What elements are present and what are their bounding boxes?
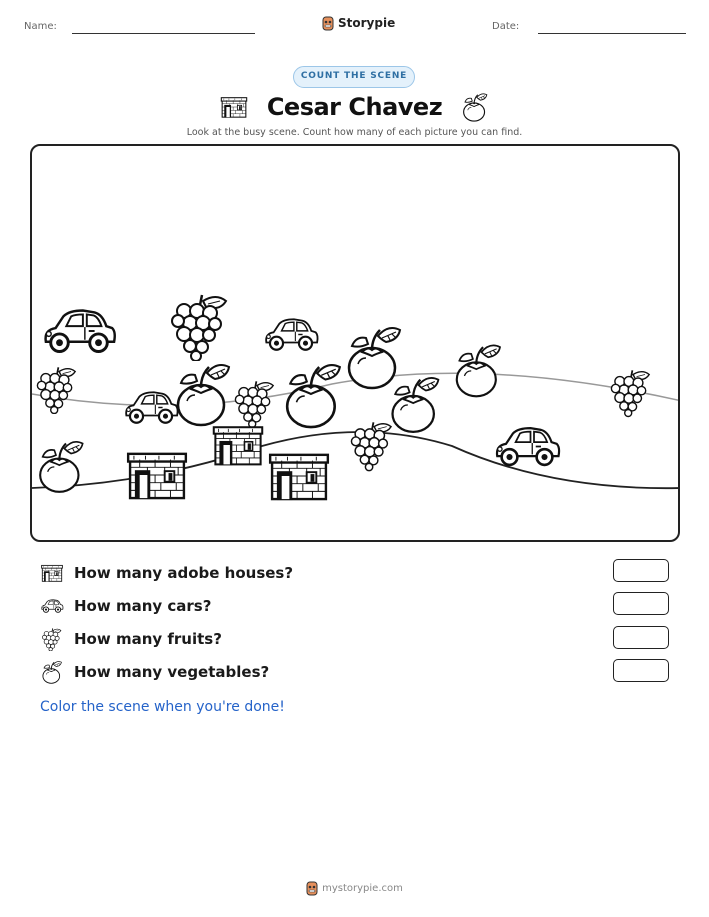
grapes-icon xyxy=(611,370,649,416)
name-line[interactable] xyxy=(72,33,255,34)
grapes-icon xyxy=(37,367,75,413)
car-icon xyxy=(497,428,559,465)
storypie-mascot-icon xyxy=(322,15,334,31)
question-row xyxy=(40,561,293,585)
question-text: How many vegetables? xyxy=(74,663,270,681)
footer xyxy=(0,880,709,896)
adobe-house-icon xyxy=(214,427,262,464)
tomato-icon xyxy=(40,442,83,492)
tomato-icon xyxy=(349,328,400,388)
adobe-house-icon xyxy=(128,454,186,498)
tomato-icon xyxy=(393,378,439,432)
question-text: How many cars? xyxy=(74,597,212,615)
grapes-icon xyxy=(351,422,391,470)
grapes-icon xyxy=(40,627,64,651)
tomato-icon xyxy=(461,92,489,122)
page-title-row xyxy=(0,92,709,122)
footer-url: mystorypie.com xyxy=(322,882,403,894)
scene-frame xyxy=(30,144,680,542)
grapes-icon xyxy=(172,295,226,361)
coloring-note: Color the scene when you're done! xyxy=(40,699,285,715)
car-icon xyxy=(126,392,177,422)
question-text: How many adobe houses? xyxy=(74,564,294,582)
question-row xyxy=(40,627,222,651)
answer-box-houses[interactable] xyxy=(613,559,669,582)
adobe-house-icon xyxy=(40,564,64,582)
tomato-icon xyxy=(178,365,229,425)
grapes-icon xyxy=(235,381,273,427)
answer-box-fruits[interactable] xyxy=(613,626,669,649)
answer-box-cars[interactable] xyxy=(613,592,669,615)
page-title: Cesar Chavez xyxy=(266,93,443,121)
brand-name: Storypie xyxy=(338,16,396,30)
date-line[interactable] xyxy=(538,33,686,34)
tomato-icon xyxy=(40,660,64,684)
question-text: How many fruits? xyxy=(74,630,222,648)
question-row xyxy=(40,594,211,618)
car-icon xyxy=(46,311,115,352)
activity-badge: COUNT THE SCENE xyxy=(293,66,415,88)
adobe-house-icon xyxy=(270,455,328,499)
name-label: Name: xyxy=(24,21,57,32)
car-icon xyxy=(40,598,64,614)
adobe-house-icon xyxy=(220,96,248,118)
storypie-logo xyxy=(322,14,395,32)
date-label: Date: xyxy=(492,21,520,32)
tomato-icon xyxy=(287,365,340,427)
tomato-icon xyxy=(457,345,500,396)
question-row xyxy=(40,660,269,684)
instructions: Look at the busy scene. Count how many of each picture you can find. xyxy=(186,127,523,138)
scene-illustration xyxy=(32,146,680,542)
car-icon xyxy=(266,319,317,349)
answer-box-vegetables[interactable] xyxy=(613,659,669,682)
storypie-mascot-icon xyxy=(306,880,318,896)
